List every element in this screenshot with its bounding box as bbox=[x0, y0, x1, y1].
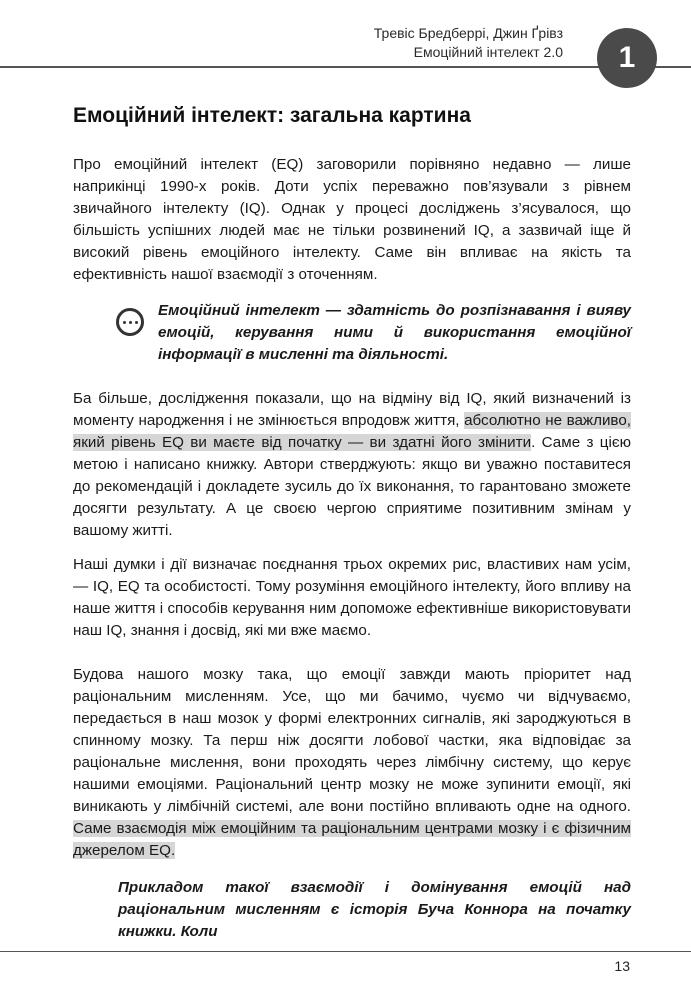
paragraph-eq-change-start: Ба більше, дослідження показали, що на відміну від IQ, який визначений із моменту народження і не змінюється впродовж життя, bbox=[73, 390, 631, 429]
highlighted-text: Саме взаємодія між емоційним та раціональним центрами мозку і є фізичним джерелом EQ. bbox=[73, 820, 631, 859]
chapter-number-badge: 1 bbox=[597, 28, 657, 88]
header-book-title: Емоційний інтелект 2.0 bbox=[413, 44, 563, 60]
section-title: Емоційний інтелект: загальна картина bbox=[73, 104, 471, 127]
footer-divider bbox=[0, 951, 691, 952]
highlighted-text: абсолютно не важливо, який рівень EQ ви маєте від початку — ви здатні його змінити bbox=[73, 412, 632, 451]
running-header bbox=[374, 24, 563, 62]
definition-text: Емоційний інтелект — здатність до розпізнавання і вияву емоцій, керування ними й використання емоційної інформації в мисленні та діяльності. bbox=[158, 302, 631, 363]
header-authors: Тревіс Бредберрі, Джин Ґрівз bbox=[373, 25, 563, 41]
paragraph-traits: Наші думки і дії визначає поєднання трьох окремих рис, властивих нам усім, — IQ, EQ та особистості. Тому розуміння емоційного інтелекту, його впливу на наше життя і способів керування ним допоможе ефективніше використовувати наш IQ, знання і досвід, які ми вже маємо. bbox=[73, 556, 631, 639]
paragraph-example: Прикладом такої взаємодії і домінування емоцій над раціональним мисленням є історія Буча Коннора на початку книжки. Коли bbox=[118, 879, 631, 940]
definition-callout bbox=[116, 300, 631, 366]
page-number: 13 bbox=[614, 958, 630, 974]
speech-bubble-icon bbox=[116, 308, 144, 336]
header-divider bbox=[0, 66, 691, 68]
paragraph-intro: Про емоційний інтелект (EQ) заговорили порівняно недавно — лише наприкінці 1990-х років. Доти успіх переважно пов’язували з рівнем звичайного інтелекту (IQ). Однак у процесі досліджень з’ясувалося, що більшість успішних людей має не тільки розвинений IQ, а зазвичай іще й високий рівень емоційного інтелекту. Саме він впливає на якість та ефективність нашої взаємодії з оточенням. bbox=[73, 156, 631, 283]
paragraph-eq-change-end: . Саме з цією метою і написано книжку. Автори стверджують: якщо ви уважно поставитеся до рекомендацій і докладете зусиль до їх виконання, то гарантовано зможете досягти результату. А це своєю чергою сприятиме позитивним змінам у вашому житті. bbox=[73, 434, 631, 539]
paragraph-brain-start: Будова нашого мозку така, що емоції завжди мають пріоритет над раціональним мисленням. Усе, що ми бачимо, чуємо чи відчуваємо, передається в наш мозок у формі електронних сигналів, які зароджуються в спинному мозку. Та перш ніж досягти лобової частки, яка відповідає за раціональне мислення, вони проходять через лімбічну систему, що керує нашими емоціями. Раціональний центр мозку не може зупинити емоції, які виникають у лімбічній системі, але вони постійно впливають одне на одного. bbox=[73, 666, 631, 815]
page-header bbox=[0, 0, 691, 75]
paragraph-eq-change bbox=[73, 388, 631, 542]
paragraph-brain bbox=[73, 664, 631, 862]
